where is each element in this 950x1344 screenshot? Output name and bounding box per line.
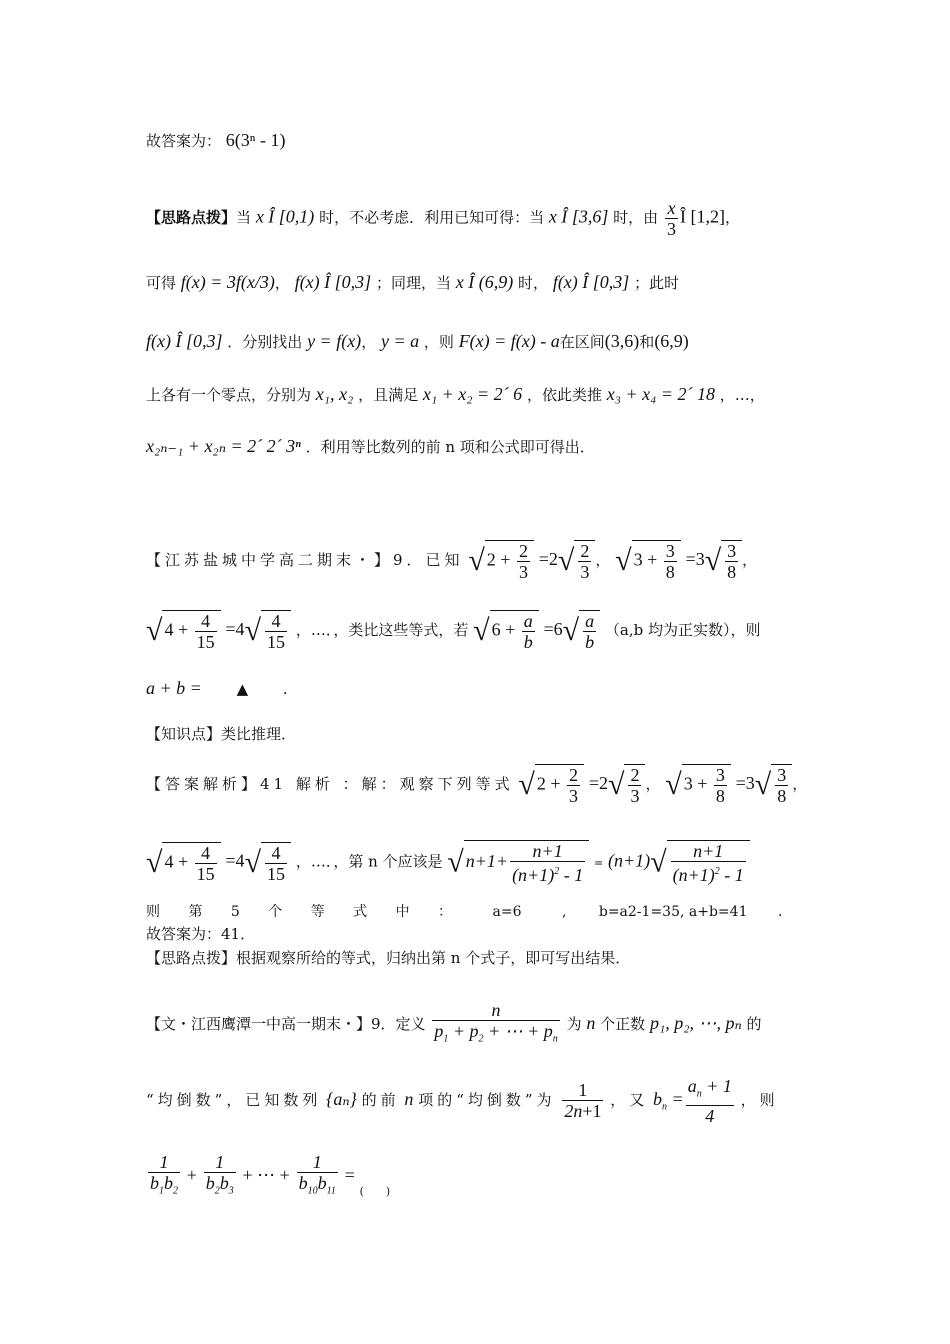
math-expression: x₂ₙ₋₁ + x₂ₙ = 2´ 2´ 3ⁿ — [146, 436, 301, 456]
math-interval: x Î [3,6] — [548, 206, 609, 227]
radical: √ $\frac{3}{8}$ — [755, 764, 792, 806]
math-expression: f(x) Î [0,3] — [146, 331, 223, 351]
answer-paren: ( ) — [359, 1184, 391, 1198]
fraction: $\frac{1}{b_1b_2}$ — [150, 1152, 178, 1197]
math-expression: x₃ + x₄ = 2´ 18 — [606, 384, 716, 404]
analysis-hint — [146, 948, 630, 968]
math-expression: f(x) = 3f(x/3) — [180, 272, 275, 292]
answer-formula: 6(3ⁿ - 1) — [225, 130, 286, 150]
math-interval: x Î [0,1) — [255, 206, 315, 227]
fraction: $\frac{1}{b_{10}b_{11}}$ — [298, 1152, 336, 1197]
radical: √ n+1+ $\frac{n+1}{(n+1)^2 - 1}$ — [447, 840, 589, 885]
math-expression: y = a — [380, 331, 420, 351]
problem-text: 的前 — [361, 1090, 400, 1109]
hint-line-4 — [146, 384, 765, 405]
fraction: $\frac{x}{3}$ — [666, 198, 676, 239]
fraction: $\frac{a_n + 1}{4}$ — [687, 1076, 732, 1126]
math-expression: f(x) Î [0,3] — [552, 272, 630, 292]
hint-text: 时， — [518, 274, 549, 292]
hint-text: ．分别找出 — [227, 333, 303, 351]
hint-text: 可得 — [146, 274, 177, 292]
math-expression: x₁, x₂ — [315, 384, 354, 404]
analysis-answer — [146, 924, 255, 944]
radical: √ 3 + $\frac{3}{8}$ — [665, 764, 731, 806]
hint-text: 和 — [639, 333, 655, 351]
analysis-text: ，…．，第 n 个应该是 — [295, 852, 443, 871]
math-expression: F(x) = f(x) - a — [458, 331, 560, 351]
radical: √ $\frac{3}{8}$ — [705, 540, 742, 582]
equals-sign: = — [593, 856, 604, 870]
problem-source: 【文・江西鹰潭一中高一期末・】9．定义 — [146, 1014, 426, 1033]
hint-text: 时，不必考虑．利用已知可得：当 — [319, 208, 545, 227]
analysis-line-3: 则 第 5 个 等 式 中 ： a=6 , b=a2-1=35, a+b=41 . — [146, 904, 783, 920]
hint-text: 在区间 — [559, 333, 605, 351]
math-interval: (6,9) — [654, 331, 689, 351]
answer-line-1 — [146, 130, 285, 151]
hint-text: 上各有一个零点，分别为 — [146, 386, 312, 404]
hint-line-2: 可得 f(x) = 3f(x/3)， f(x) Î [0,3] ；同理，当 x Î (6,9) 时， f(x) Î [0,3] ；此时 — [146, 272, 680, 292]
radical: √ 2 + $\frac{2}{3}$ — [468, 540, 534, 582]
problem-source: 【江苏盐城中学高二期末・】9．已知 — [146, 551, 464, 569]
problem-text: 项的“均倒数”为 — [418, 1090, 556, 1109]
math-interval: Î [1,2] — [679, 206, 725, 227]
radical: √ $\frac{2}{3}$ — [608, 764, 645, 806]
math-expression: x₁ + x₂ = 2´ 6 — [422, 384, 523, 404]
radical: √ $\frac{2}{3}$ — [558, 540, 595, 582]
radical: √ 4 + $\frac{4}{15}$ — [146, 610, 221, 652]
math-expression: y = f(x) — [307, 331, 362, 351]
analysis-line-1: 【答案解析】41 解析 ：解：观察下列等式 √ 2 + $\frac{2}{3}$ =2√ $\frac{2}{3}$ ， √ 3 + $\frac{3}{8}$ =3√ $\frac{3}{8}$ ， — [146, 765, 808, 806]
radical: √ 6 + $\frac{a}{b}$ — [473, 610, 539, 652]
problem-10-line-3: $\frac{1}{b_1b_2}$ + $\frac{1}{b_2b_3}$ + ⋯ + $\frac{1}{b_{10}b_{11}}$ = $_{( )}$ — [146, 1152, 390, 1202]
analysis-value: a=6 — [492, 904, 522, 920]
hint-line-3: f(x) Î [0,3] ．分别找出 y = f(x)， y = a ，则 F(x) = f(x) - a在区间(3,6)和(6,9) — [146, 331, 689, 351]
analysis-line-2: √ 4 + $\frac{4}{15}$ =4√ $\frac{4}{15}$ ，…．，第 n 个应该是 √ n+1+ $\frac{n+1}{(n+1)^2 - 1}$ = (n+1)√ $\frac{n+1}{(n+1)^2 - 1}$ — [146, 840, 750, 885]
problem-text: ，…．，类比这些等式，若 — [295, 621, 469, 639]
radical: √ 4 + $\frac{4}{15}$ — [146, 842, 221, 884]
hint-label: 【思路点拨】 — [146, 208, 237, 227]
radical: √ $\frac{4}{15}$ — [245, 610, 291, 652]
problem-text: 个正数 — [600, 1014, 646, 1033]
hint-text: 【思路点拨】根据观察所给的等式，归纳出第 n 个式子，即可写出结果． — [146, 949, 631, 967]
problem-text: （a,b 均为正实数），则 — [604, 621, 761, 639]
hint-text: ，则 — [423, 333, 454, 351]
radical: √ $\frac{a}{b}$ — [563, 610, 600, 652]
answer-blank: ▲ — [236, 680, 249, 698]
fraction: $\frac{n}{p_1 + p_2 + \cdots + p_n}$ — [434, 1000, 558, 1045]
problem-10-line-2: “均倒数”，已知数列 {aₙ} 的前 n 项的“均倒数”为 $\frac{1}{2n+1}$ ，又 $b_n$ = $\frac{a_n + 1}{4}$ ，则 — [146, 1076, 779, 1126]
radical: √ $\frac{4}{15}$ — [245, 842, 291, 884]
answer-text: 故答案为：41． — [146, 925, 256, 943]
problem-9-line-3: a + b = ▲ . — [146, 678, 288, 698]
answer-prefix: 故答案为： — [146, 132, 222, 150]
hint-line-1: 【思路点拨】当 x Î [0,1) 时，不必考虑．利用已知可得：当 x Î [3,6] 时，由 $\frac{x}{3}$ Î [1,2]， — [146, 198, 740, 239]
hint-line-5 — [146, 436, 595, 457]
radical: √ $\frac{n+1}{(n+1)^2 - 1}$ — [650, 840, 750, 885]
hint-text: ，依此类推 — [526, 386, 602, 404]
hint-text: ，…， — [719, 386, 765, 404]
analysis-text: 则 第 5 个 等 式 中 ： — [146, 904, 465, 920]
problem-10-line-1: 【文・江西鹰潭一中高一期末・】9．定义 $\frac{n}{p_1 + p_2 + \cdots + p_n}$ 为 n 个正数 p₁, p₂, ⋯, pₙ 的 — [146, 1000, 762, 1050]
hint-text: 时，由 — [613, 208, 659, 227]
hint-text: ，且满足 — [358, 386, 419, 404]
problem-text: ，则 — [740, 1090, 779, 1109]
math-expression: {aₙ} — [326, 1088, 357, 1109]
problem-text: 为 — [566, 1014, 582, 1033]
math-interval: x Î (6,9) — [455, 272, 514, 292]
hint-text: 当 — [236, 208, 252, 227]
fraction: $\frac{1}{2n+1}$ — [564, 1080, 602, 1122]
radical: √ 3 + $\frac{3}{8}$ — [615, 540, 681, 582]
fraction: $\frac{1}{b_2b_3}$ — [205, 1152, 234, 1197]
math-expression: a + b = — [146, 678, 202, 698]
knowledge-line — [146, 724, 296, 744]
problem-9-line-1: 【江苏盐城中学高二期末・】9．已知 √ 2 + $\frac{2}{3}$ =2√ $\frac{2}{3}$ ， √ 3 + $\frac{3}{8}$ =3√ $\frac{3}{8}$ ， — [146, 541, 758, 582]
math-expression: p₁, p₂, ⋯, pₙ — [649, 1012, 742, 1033]
problem-text: “均倒数”，已知数列 — [146, 1090, 322, 1109]
radical: √ 2 + $\frac{2}{3}$ — [518, 764, 584, 806]
hint-text: ；此时 — [634, 274, 680, 292]
hint-text: ．利用等比数列的前 n 项和公式即可得出． — [305, 438, 595, 456]
problem-text: ，又 — [610, 1090, 649, 1109]
knowledge-point: 【知识点】类比推理． — [146, 725, 297, 743]
hint-text: ；同理，当 — [375, 274, 451, 292]
math-expression: f(x) Î [0,3] — [294, 272, 372, 292]
analysis-value: b=a2-1=35, a+b=41 — [598, 904, 748, 920]
problem-text: 的 — [746, 1014, 762, 1033]
problem-9-line-2: √ 4 + $\frac{4}{15}$ =4√ $\frac{4}{15}$ ，…．，类比这些等式，若 √ 6 + $\frac{a}{b}$ =6√ $\frac{a}{b}$ （a,b 均为正实数），则 — [146, 611, 761, 652]
analysis-label: 【答案解析】41 解析 ：解：观察下列等式 — [146, 775, 514, 793]
math-interval: (3,6) — [604, 331, 640, 351]
